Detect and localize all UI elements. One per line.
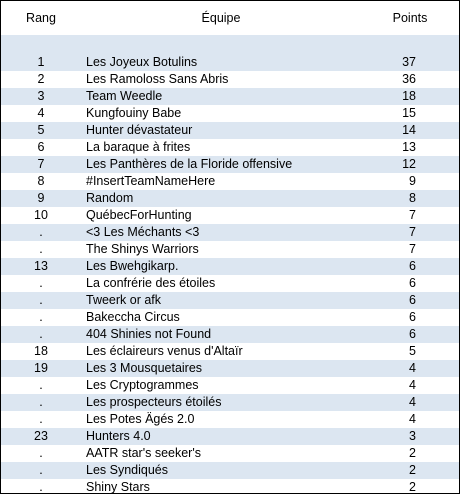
- rank-cell: 8: [37, 174, 45, 188]
- table-row: [1, 275, 459, 292]
- rank-cell: 6: [37, 140, 45, 154]
- team-cell: Hunters 4.0: [86, 429, 151, 443]
- team-cell: <3 Les Méchants <3: [86, 225, 200, 239]
- rank-cell: .: [39, 276, 43, 290]
- table-row: [1, 360, 459, 377]
- team-cell: Les éclaireurs venus d'Altaïr: [86, 344, 243, 358]
- table-row: [1, 54, 459, 71]
- points-cell: 2: [409, 446, 416, 460]
- table-header: [1, 1, 459, 35]
- table-body: [1, 35, 459, 494]
- team-cell: Les Ramoloss Sans Abris: [86, 72, 229, 86]
- points-cell: 37: [402, 55, 416, 69]
- team-cell: QuébecForHunting: [86, 208, 192, 222]
- table-row: [1, 105, 459, 122]
- table-row: [1, 258, 459, 275]
- rank-cell: 19: [34, 361, 48, 375]
- team-cell: Tweerk or afk: [86, 293, 162, 307]
- points-cell: 7: [409, 208, 416, 222]
- rank-cell: .: [39, 242, 43, 256]
- team-cell: La confrérie des étoiles: [86, 276, 216, 290]
- rank-cell: .: [39, 480, 43, 494]
- points-cell: 36: [402, 72, 416, 86]
- points-cell: 5: [409, 344, 416, 358]
- rank-cell: .: [39, 327, 43, 341]
- rank-cell: 13: [34, 259, 48, 273]
- table-row: [1, 190, 459, 207]
- rank-cell: .: [39, 378, 43, 392]
- points-cell: 4: [409, 395, 416, 409]
- rank-cell: 1: [37, 55, 45, 69]
- team-cell: Les 3 Mousquetaires: [86, 361, 203, 375]
- team-cell: AATR star's seeker's: [86, 446, 201, 460]
- team-cell: Shiny Stars: [86, 480, 150, 494]
- points-cell: 6: [409, 276, 416, 290]
- table-row: [1, 309, 459, 326]
- team-cell: Bakeccha Circus: [86, 310, 180, 324]
- team-cell: Les Panthères de la Floride offensive: [86, 157, 293, 171]
- team-cell: Les Potes Ägés 2.0: [86, 412, 195, 426]
- header-rank: Rang: [26, 11, 56, 25]
- team-cell: Hunter dévastateur: [86, 123, 193, 137]
- rank-cell: 2: [37, 72, 45, 86]
- points-cell: 13: [402, 140, 416, 154]
- points-cell: 4: [409, 412, 416, 426]
- team-cell: La baraque à frites: [86, 140, 191, 154]
- points-cell: 3: [409, 429, 416, 443]
- team-cell: Les Bwehgikarp.: [86, 259, 179, 273]
- points-cell: 12: [402, 157, 416, 171]
- rank-cell: 7: [37, 157, 45, 171]
- rank-cell: 3: [37, 89, 45, 103]
- rank-cell: .: [39, 463, 43, 477]
- points-cell: 8: [409, 191, 416, 205]
- rank-cell: .: [39, 310, 43, 324]
- points-cell: 6: [409, 259, 416, 273]
- table-row: [1, 173, 459, 190]
- table-row: [1, 156, 459, 173]
- rank-cell: .: [39, 225, 43, 239]
- table-row: [1, 428, 459, 445]
- team-cell: Les Cryptogrammes: [86, 378, 199, 392]
- team-cell: Les Syndiqués: [86, 463, 169, 477]
- points-cell: 6: [409, 293, 416, 307]
- team-cell: Team Weedle: [86, 89, 163, 103]
- table-row: [1, 394, 459, 411]
- points-cell: 9: [409, 174, 416, 188]
- team-cell: The Shinys Warriors: [86, 242, 199, 256]
- table-row: [1, 207, 459, 224]
- table-row: [1, 445, 459, 462]
- points-cell: 7: [409, 242, 416, 256]
- table-row: [1, 122, 459, 139]
- points-cell: 15: [402, 106, 416, 120]
- header-row: [1, 1, 459, 35]
- table-row: [1, 88, 459, 105]
- ranking-table: [1, 1, 459, 494]
- points-cell: 4: [409, 378, 416, 392]
- rank-cell: 5: [37, 123, 45, 137]
- points-cell: 6: [409, 327, 416, 341]
- points-cell: 2: [409, 480, 416, 494]
- rank-cell: 18: [34, 344, 48, 358]
- table-row: [1, 139, 459, 156]
- rank-cell: .: [39, 293, 43, 307]
- team-cell: 404 Shinies not Found: [86, 327, 212, 341]
- header-points: Points: [392, 11, 428, 25]
- team-cell: Kungfouiny Babe: [86, 106, 182, 120]
- team-cell: Les Joyeux Botulins: [86, 55, 198, 69]
- rank-cell: .: [39, 446, 43, 460]
- spacer-row: [1, 35, 459, 54]
- table-row: [1, 224, 459, 241]
- table-row: [1, 479, 459, 494]
- points-cell: 7: [409, 225, 416, 239]
- rank-cell: 10: [34, 208, 48, 222]
- rank-cell: 9: [37, 191, 45, 205]
- team-cell: Les prospecteurs étoilés: [86, 395, 222, 409]
- header-team: Équipe: [201, 11, 241, 25]
- points-cell: 4: [409, 361, 416, 375]
- table-row: [1, 343, 459, 360]
- table-row: [1, 71, 459, 88]
- rank-cell: 4: [37, 106, 45, 120]
- points-cell: 18: [402, 89, 416, 103]
- points-cell: 14: [402, 123, 416, 137]
- team-cell: Random: [86, 191, 134, 205]
- points-cell: 6: [409, 310, 416, 324]
- points-cell: 2: [409, 463, 416, 477]
- rank-cell: .: [39, 395, 43, 409]
- rank-cell: 23: [34, 429, 48, 443]
- table-row: [1, 462, 459, 479]
- table-row: [1, 241, 459, 258]
- table-row: [1, 377, 459, 394]
- table-row: [1, 326, 459, 343]
- table-row: [1, 292, 459, 309]
- rank-cell: .: [39, 412, 43, 426]
- team-cell: #InsertTeamNameHere: [86, 174, 216, 188]
- table-row: [1, 411, 459, 428]
